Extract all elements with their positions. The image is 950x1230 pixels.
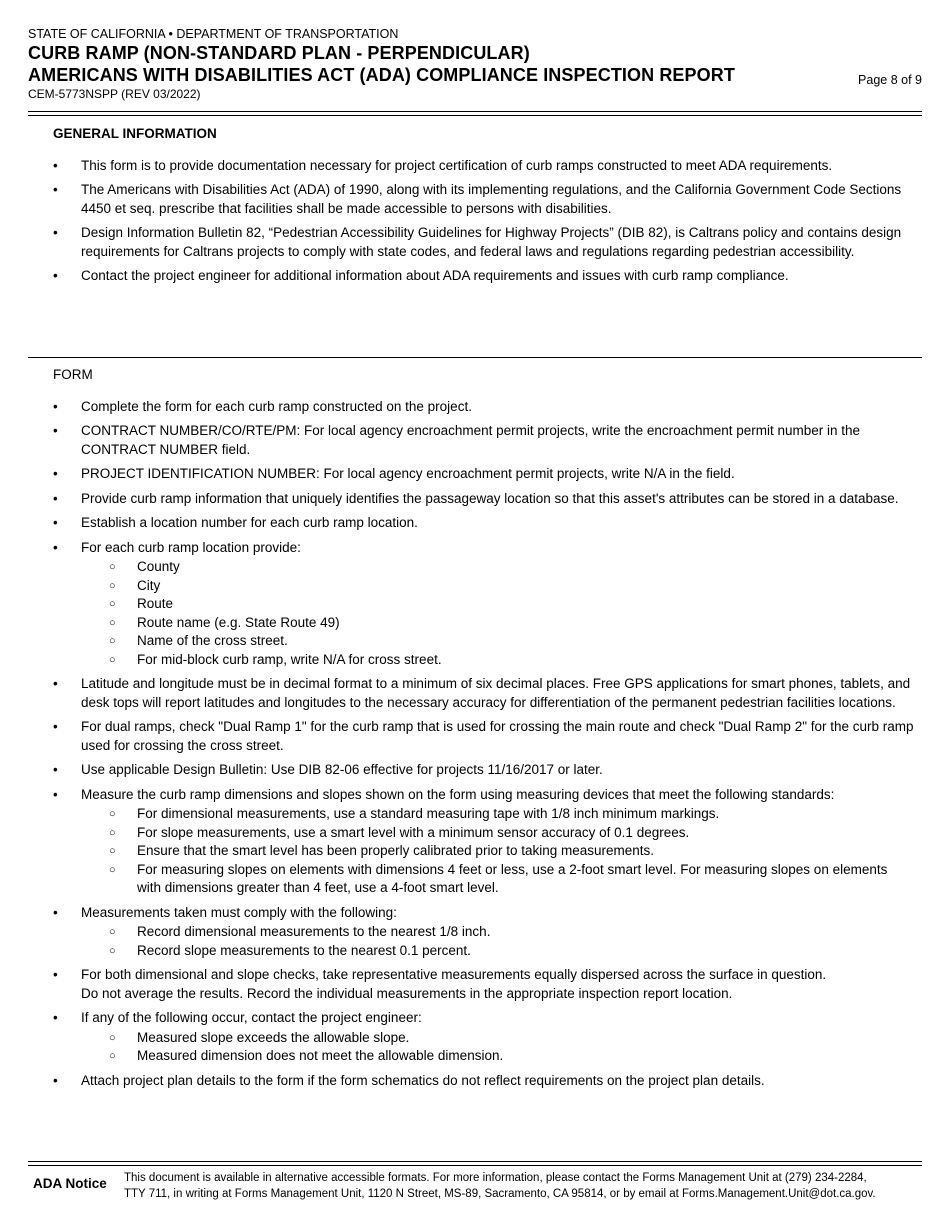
list-item: • Establish a location number for each curb ramp location. xyxy=(53,514,915,533)
form-instructions-list xyxy=(53,398,915,1091)
sub-list-item: ○ Route name (e.g. State Route 49) xyxy=(81,614,915,633)
list-item: • For dual ramps, check "Dual Ramp 1" for the curb ramp that is used for crossing the main route and check "Dual Ramp 2" for the curb ramp used for crossing the cross street. xyxy=(53,718,915,755)
list-item-text: • For both dimensional and slope checks, take representative measurements equally dispersed across the surface in question. xyxy=(81,967,827,982)
sub-list-item: ○ Name of the cross street. xyxy=(81,632,915,651)
form-number: CEM-5773NSPP (REV 03/2022) xyxy=(28,87,201,101)
sub-list-item: ○ City xyxy=(81,577,915,596)
list-item xyxy=(53,786,915,898)
list-item: • The Americans with Disabilities Act (ADA) of 1990, along with its implementing regulations, and the California Government Code Sections 4450 et seq. prescribe that facilities shall be made accessible to persons with disabilities. xyxy=(53,181,915,218)
list-item-text: Measure the curb ramp dimensions and slopes shown on the form using measuring devices that meet the following standards: xyxy=(81,786,835,802)
sub-list-item: ○ County xyxy=(81,558,915,577)
list-item xyxy=(53,539,915,670)
general-information-heading: GENERAL INFORMATION xyxy=(53,126,217,141)
list-item-text: Do not average the results. Record the individual measurements in the appropriate inspection report location. xyxy=(81,985,733,1001)
sub-list-item: ○ For measuring slopes on elements with dimensions 4 feet or less, use a 2-foot smart level. For measuring slopes on elements with dimensions greater than 4 feet, use a 4-foot smart level. xyxy=(81,861,915,898)
list-item-text: If any of the following occur, contact the project engineer: xyxy=(81,1010,422,1025)
sub-list xyxy=(81,1029,915,1066)
form-title-line-1: CURB RAMP (NON-STANDARD PLAN - PERPENDICULAR) xyxy=(28,43,530,63)
form-section xyxy=(53,366,915,1096)
form-heading: FORM xyxy=(53,367,93,382)
list-item xyxy=(53,1009,915,1066)
sub-list-item: ○ For dimensional measurements, use a standard measuring tape with 1/8 inch minimum markings. xyxy=(81,805,915,824)
list-item: • CONTRACT NUMBER/CO/RTE/PM: For local agency encroachment permit projects, write the encroachment permit number in the CONTRACT NUMBER field. xyxy=(53,422,915,459)
sub-list-item: ○ Record slope measurements to the nearest 0.1 percent. xyxy=(81,942,915,961)
list-item: • Contact the project engineer for additional information about ADA requirements and issues with curb ramp compliance. xyxy=(53,267,915,286)
list-item xyxy=(53,904,915,961)
list-item-text: Measurements taken must comply with the following: xyxy=(81,904,397,920)
list-item: • PROJECT IDENTIFICATION NUMBER: For local agency encroachment permit projects, write N/A in the field. xyxy=(53,465,915,484)
ada-notice-text xyxy=(124,1171,922,1202)
page-number: Page 8 of 9 xyxy=(858,73,922,87)
sub-list xyxy=(81,923,915,960)
sub-list-item: ○ Ensure that the smart level has been properly calibrated prior to taking measurements. xyxy=(81,842,915,861)
general-information-list xyxy=(53,157,915,286)
sub-list-item: ○ For mid-block curb ramp, write N/A for cross street. xyxy=(81,651,915,670)
list-item: • Use applicable Design Bulletin: Use DIB 82-06 effective for projects 11/16/2017 or later. xyxy=(53,761,915,780)
list-item: • Provide curb ramp information that uniquely identifies the passageway location so that this asset's attributes can be stored in a database. xyxy=(53,490,915,509)
sub-list-item: ○ Record dimensional measurements to the nearest 1/8 inch. xyxy=(81,923,915,942)
ada-notice-line: TTY 711, in writing at Forms Management Unit, 1120 N Street, MS-89, Sacramento, CA 95814, or by email at Forms.Management.Unit@dot.ca.gov. xyxy=(124,1187,876,1200)
form-header xyxy=(28,27,922,111)
form-title-line-2: AMERICANS WITH DISABILITIES ACT (ADA) COMPLIANCE INSPECTION REPORT xyxy=(28,65,735,85)
list-item xyxy=(53,966,915,1003)
ada-notice-line: This document is available in alternative accessible formats. For more information, please contact the Forms Management Unit at (279) 234-2284, xyxy=(124,1172,867,1184)
agency-name: STATE OF CALIFORNIA • DEPARTMENT OF TRANSPORTATION xyxy=(28,27,399,41)
sub-list-item: ○ For slope measurements, use a smart level with a minimum sensor accuracy of 0.1 degrees. xyxy=(81,824,915,843)
section-divider xyxy=(28,357,922,358)
header-divider xyxy=(28,111,922,116)
sub-list xyxy=(81,558,915,669)
footer-divider xyxy=(28,1161,922,1166)
list-item: • Attach project plan details to the form if the form schematics do not reflect requirements on the project plan details. xyxy=(53,1072,915,1091)
ada-notice xyxy=(28,1170,922,1210)
sub-list-item: ○ Measured slope exceeds the allowable slope. xyxy=(81,1029,915,1048)
list-item: • Design Information Bulletin 82, “Pedestrian Accessibility Guidelines for Highway Projects” (DIB 82), is Caltrans policy and contains design requirements for Caltrans projects to comply with state codes, and federal laws and regulations regarding pedestrian accessibility. xyxy=(53,224,915,261)
list-item: • Latitude and longitude must be in decimal format to a minimum of six decimal places. Free GPS applications for smart phones, tablets, and desk tops will report latitudes and longitudes to the necessary accuracy for differentiation of the permanent pedestrian facilities locations. xyxy=(53,675,915,712)
general-information-section xyxy=(53,125,915,292)
sub-list-item: ○ Measured dimension does not meet the allowable dimension. xyxy=(81,1047,915,1066)
sub-list-item: ○ Route xyxy=(81,595,915,614)
ada-notice-label: ADA Notice xyxy=(33,1176,107,1191)
sub-list xyxy=(81,805,915,898)
list-item: • Complete the form for each curb ramp constructed on the project. xyxy=(53,398,915,417)
list-item-text: For each curb ramp location provide: xyxy=(81,539,301,555)
list-item: • This form is to provide documentation necessary for project certification of curb ramps constructed to meet ADA requirements. xyxy=(53,157,915,176)
